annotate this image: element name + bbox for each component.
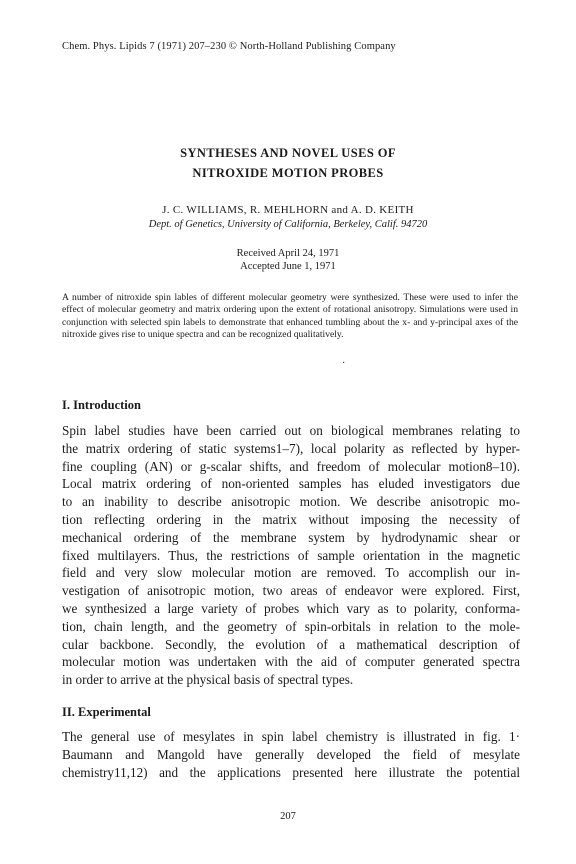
accepted-date: Accepted June 1, 1971 (240, 261, 336, 272)
body-text-line: cular backbone. Secondly, the evolution of a mathematical description of (62, 636, 520, 652)
body-text-line: molecular motion was undertaken with the aid of computer generated spectra (62, 654, 520, 670)
journal-citation: Chem. Phys. Lipids 7 (1971) 207–230 © North-Holland Publishing Company (62, 41, 396, 52)
body-text-line: we synthesized a large variety of probes which vary as to polarity, conforma- (62, 600, 520, 616)
body-text-line: to an inability to describe anisotropic motion. We describe anisotropic mo- (62, 494, 520, 510)
paper-title (0, 143, 576, 183)
body-text-line: in order to arrive at the physical basis of spectral types. (62, 672, 354, 688)
section-heading-introduction: I. Introduction (62, 398, 141, 412)
section-body-experimental (62, 728, 520, 781)
received-date: Received April 24, 1971 (236, 248, 340, 259)
body-text-line: Spin label studies have been carried out on biological membranes relating to (62, 423, 520, 438)
body-text-line: chemistry11,12) and the applications presented here illustrate the potential (62, 764, 520, 780)
body-text-line: Local matrix ordering of non-oriented samples has eluded investigators due (62, 476, 520, 492)
page-number: 207 (280, 811, 296, 822)
section-heading-experimental: II. Experimental (62, 705, 151, 719)
body-text-line: the matrix ordering of static systems1–7), local polarity as reflected by hyper- (62, 440, 520, 456)
section-body-introduction (62, 422, 520, 689)
body-text-line: vestigation of anisotropic motion, two areas of endeavor were explored. First, (62, 583, 520, 599)
body-text-line: mechanical ordering of the membrane system by hydrodynamic shear or (62, 529, 520, 545)
submission-dates (0, 247, 576, 273)
title-line-1: SYNTHESES AND NOVEL USES OF (180, 146, 396, 160)
body-text-line: tion, chain length, and the geometry of spin-orbitals in relation to the mole- (62, 618, 520, 634)
body-text-line: fixed multilayers. Thus, the restrictions of sample orientation in the magnetic (62, 547, 520, 563)
body-text-line: tion reflecting ordering in the matrix without imposing the necessity of (62, 511, 520, 527)
author-list: J. C. WILLIAMS, R. MEHLHORN and A. D. KEITH (162, 204, 414, 216)
body-text-line: fine coupling (AN) or g-scalar shifts, and freedom of molecular motion8–10). (62, 458, 520, 474)
affiliation: Dept. of Genetics, University of California, Berkeley, Calif. 94720 (148, 219, 428, 230)
abstract-mark: · (342, 358, 346, 369)
body-text-line: Baumann and Mangold have generally developed the field of mesylate (62, 746, 520, 762)
abstract: A number of nitroxide spin lables of different molecular geometry were synthesized. These were used to infer the effect of molecular geometry and matrix ordering upon the extent of rotational anisotropy. Simulations were used in conjunction with selected spin labels to demonstrate that enhanced tumbling about the x- and y-principal axes of the nitroxide gives rise to unique spectra and can be recognized qualitatively. (62, 292, 518, 341)
title-line-2: NITROXIDE MOTION PROBES (192, 166, 384, 180)
body-text-line: field and very slow molecular motion are removed. To accomplish our in- (62, 565, 520, 581)
body-text-line: The general use of mesylates in spin label chemistry is illustrated in fig. 1· (62, 729, 520, 744)
